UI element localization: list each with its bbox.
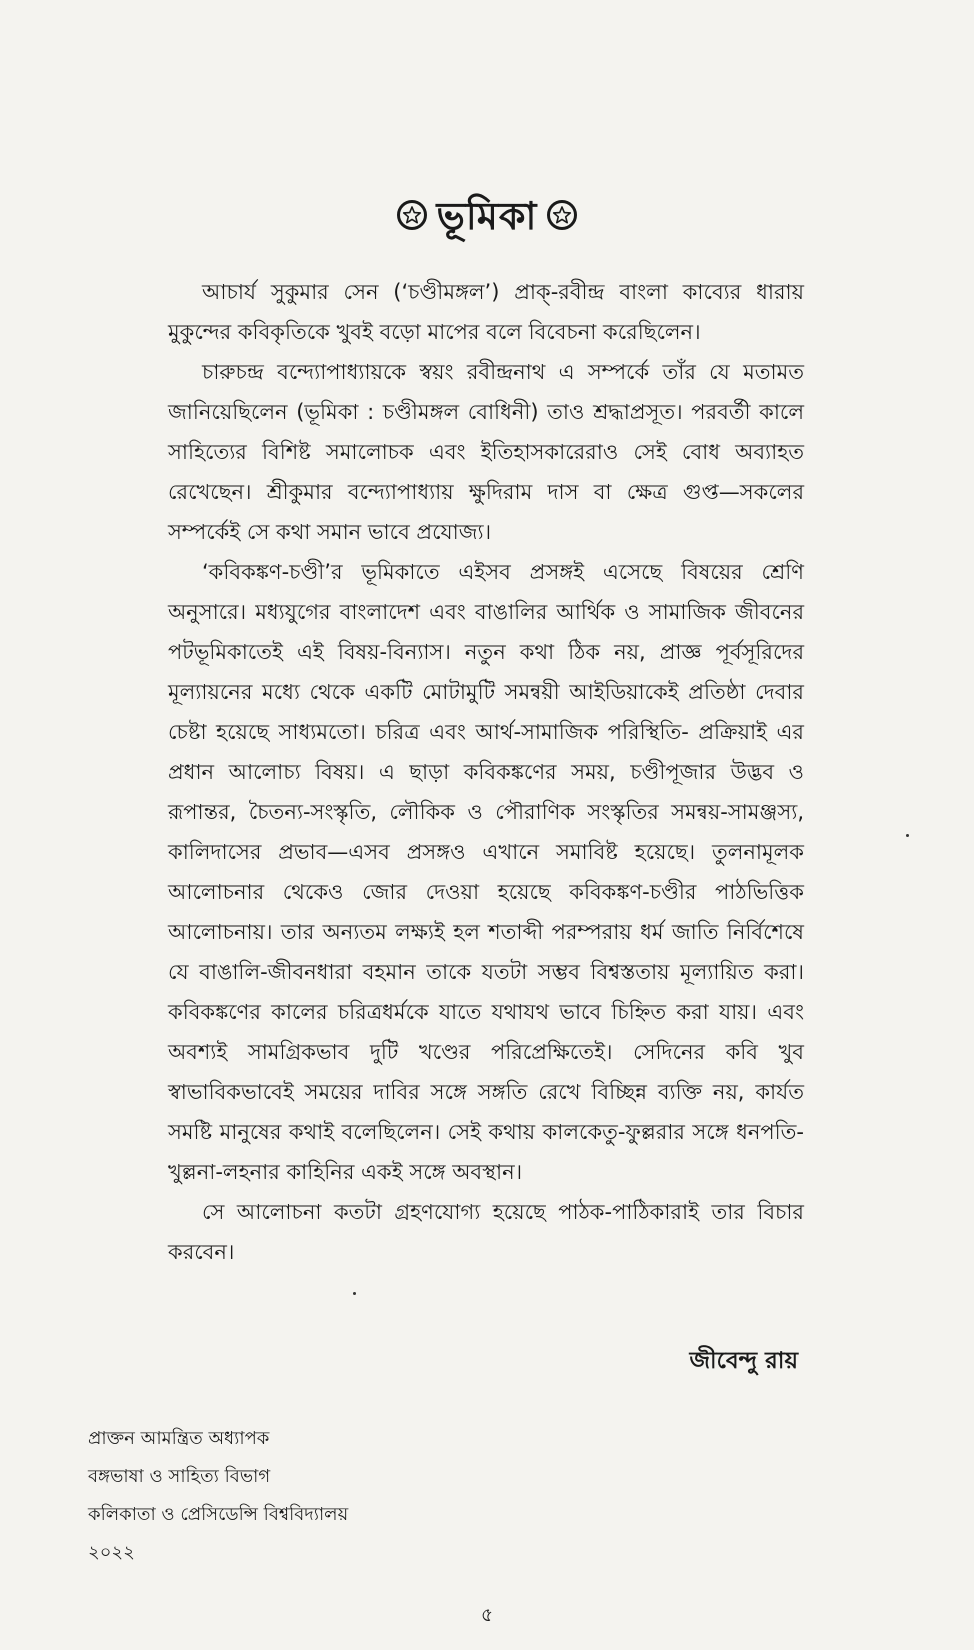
page-title (0, 188, 974, 244)
affiliation-line: প্রাক্তন আমন্ত্রিত অধ্যাপক (88, 1428, 270, 1449)
affiliation-year: ২০২২ (88, 1542, 135, 1563)
star-in-circle-icon (547, 200, 577, 230)
ink-speck (906, 834, 909, 837)
title-text: ভূমিকা (436, 194, 538, 238)
author-affiliation (88, 1420, 348, 1572)
author-signature: জীবেন্দু রায় (689, 1348, 798, 1374)
paragraph: আচার্য সুকুমার সেন (‘চণ্ডীমঙ্গল’) প্রাক্-রবীন্দ্র বাংলা কাব্যের ধারায় মুকুন্দের কবিকৃতিকে খুবই বড়ো মাপের বলে বিবেচনা করেছিলেন। (168, 280, 804, 344)
paragraph: চারুচন্দ্র বন্দ্যোপাধ্যায়কে স্বয়ং রবীন্দ্রনাথ এ সম্পর্কে তাঁর যে মতামত জানিয়েছিলেন (ভূমিকা : চণ্ডীমঙ্গল বোধিনী) তাও শ্রদ্ধাপ্রসূত। পরবর্তী কালে সাহিত্যের বিশিষ্ট সমালোচক এবং ইতিহাসকারেরাও সেই বোধ অব্যাহত রেখেছেন। শ্রীকুমার বন্দ্যোপাধ্যায় ক্ষুদিরাম দাস বা ক্ষেত্র গুপ্ত—সকলের সম্পর্কেই সে কথা সমান ভাবে প্রযোজ্য। (168, 360, 804, 544)
page-number: ৫ (480, 1604, 494, 1626)
affiliation-line: কলিকাতা ও প্রেসিডেন্সি বিশ্ববিদ্যালয় (88, 1504, 349, 1525)
paragraph: সে আলোচনা কতটা গ্রহণযোগ্য হয়েছে পাঠক-পাঠিকারাই তার বিচার করবেন। (168, 1200, 804, 1264)
star-in-circle-icon (397, 200, 427, 230)
affiliation-line: বঙ্গভাষা ও সাহিত্য বিভাগ (88, 1466, 271, 1487)
ink-speck (353, 1292, 356, 1295)
preface-body (168, 272, 804, 1272)
paragraph: ‘কবিকঙ্কণ-চণ্ডী’র ভূমিকাতে এইসব প্রসঙ্গই এসেছে বিষয়ের শ্রেণি অনুসারে। মধ্যযুগের বাংলাদেশ এবং বাঙালির আর্থিক ও সামাজিক জীবনের পটভূমিকাতেই এই বিষয়-বিন্যাস। নতুন কথা ঠিক নয়, প্রাজ্ঞ পূর্বসূরিদের মূল্যায়নের মধ্যে থেকে একটি মোটামুটি সমন্বয়ী আইডিয়াকেই প্রতিষ্ঠা দেবার চেষ্টা হয়েছে সাধ্যমতো। চরিত্র এবং আর্থ-সামাজিক পরিস্থিতি- প্রক্রিয়াই এর প্রধান আলোচ্য বিষয়। এ ছাড়া কবিকঙ্কণের সময়, চণ্ডীপূজার উদ্ভব ও রূপান্তর, চৈতন্য-সংস্কৃতি, লৌকিক ও পৌরাণিক সংস্কৃতির সমন্বয়-সামঞ্জস্য, কালিদাসের প্রভাব—এসব প্রসঙ্গও এখানে সমাবিষ্ট হয়েছে। তুলনামূলক আলোচনার থেকেও জোর দেওয়া হয়েছে কবিকঙ্কণ-চণ্ডীর পাঠভিত্তিক আলোচনায়। তার অন্যতম লক্ষ্যই হল শতাব্দী পরম্পরায় ধর্ম জাতি নির্বিশেষে যে বাঙালি-জীবনধারা বহমান তাকে যতটা সম্ভব বিশ্বস্ততায় মূল্যায়িত করা। কবিকঙ্কণের কালের চরিত্রধর্মকে যাতে যথাযথ ভাবে চিহ্নিত করা যায়। এবং অবশ্যই সামগ্রিকভাব দুটি খণ্ডের পরিপ্রেক্ষিতেই। সেদিনের কবি খুব স্বাভাবিকভাবেই সময়ের দাবির সঙ্গে সঙ্গতি রেখে বিচ্ছিন্ন ব্যক্তি নয়, কার্যত সমষ্টি মানুষের কথাই বলেছিলেন। সেই কথায় কালকেতু-ফুল্লরার সঙ্গে ধনপতি-খুল্লনা-লহনার কাহিনির একই সঙ্গে অবস্থান। (168, 560, 804, 1184)
